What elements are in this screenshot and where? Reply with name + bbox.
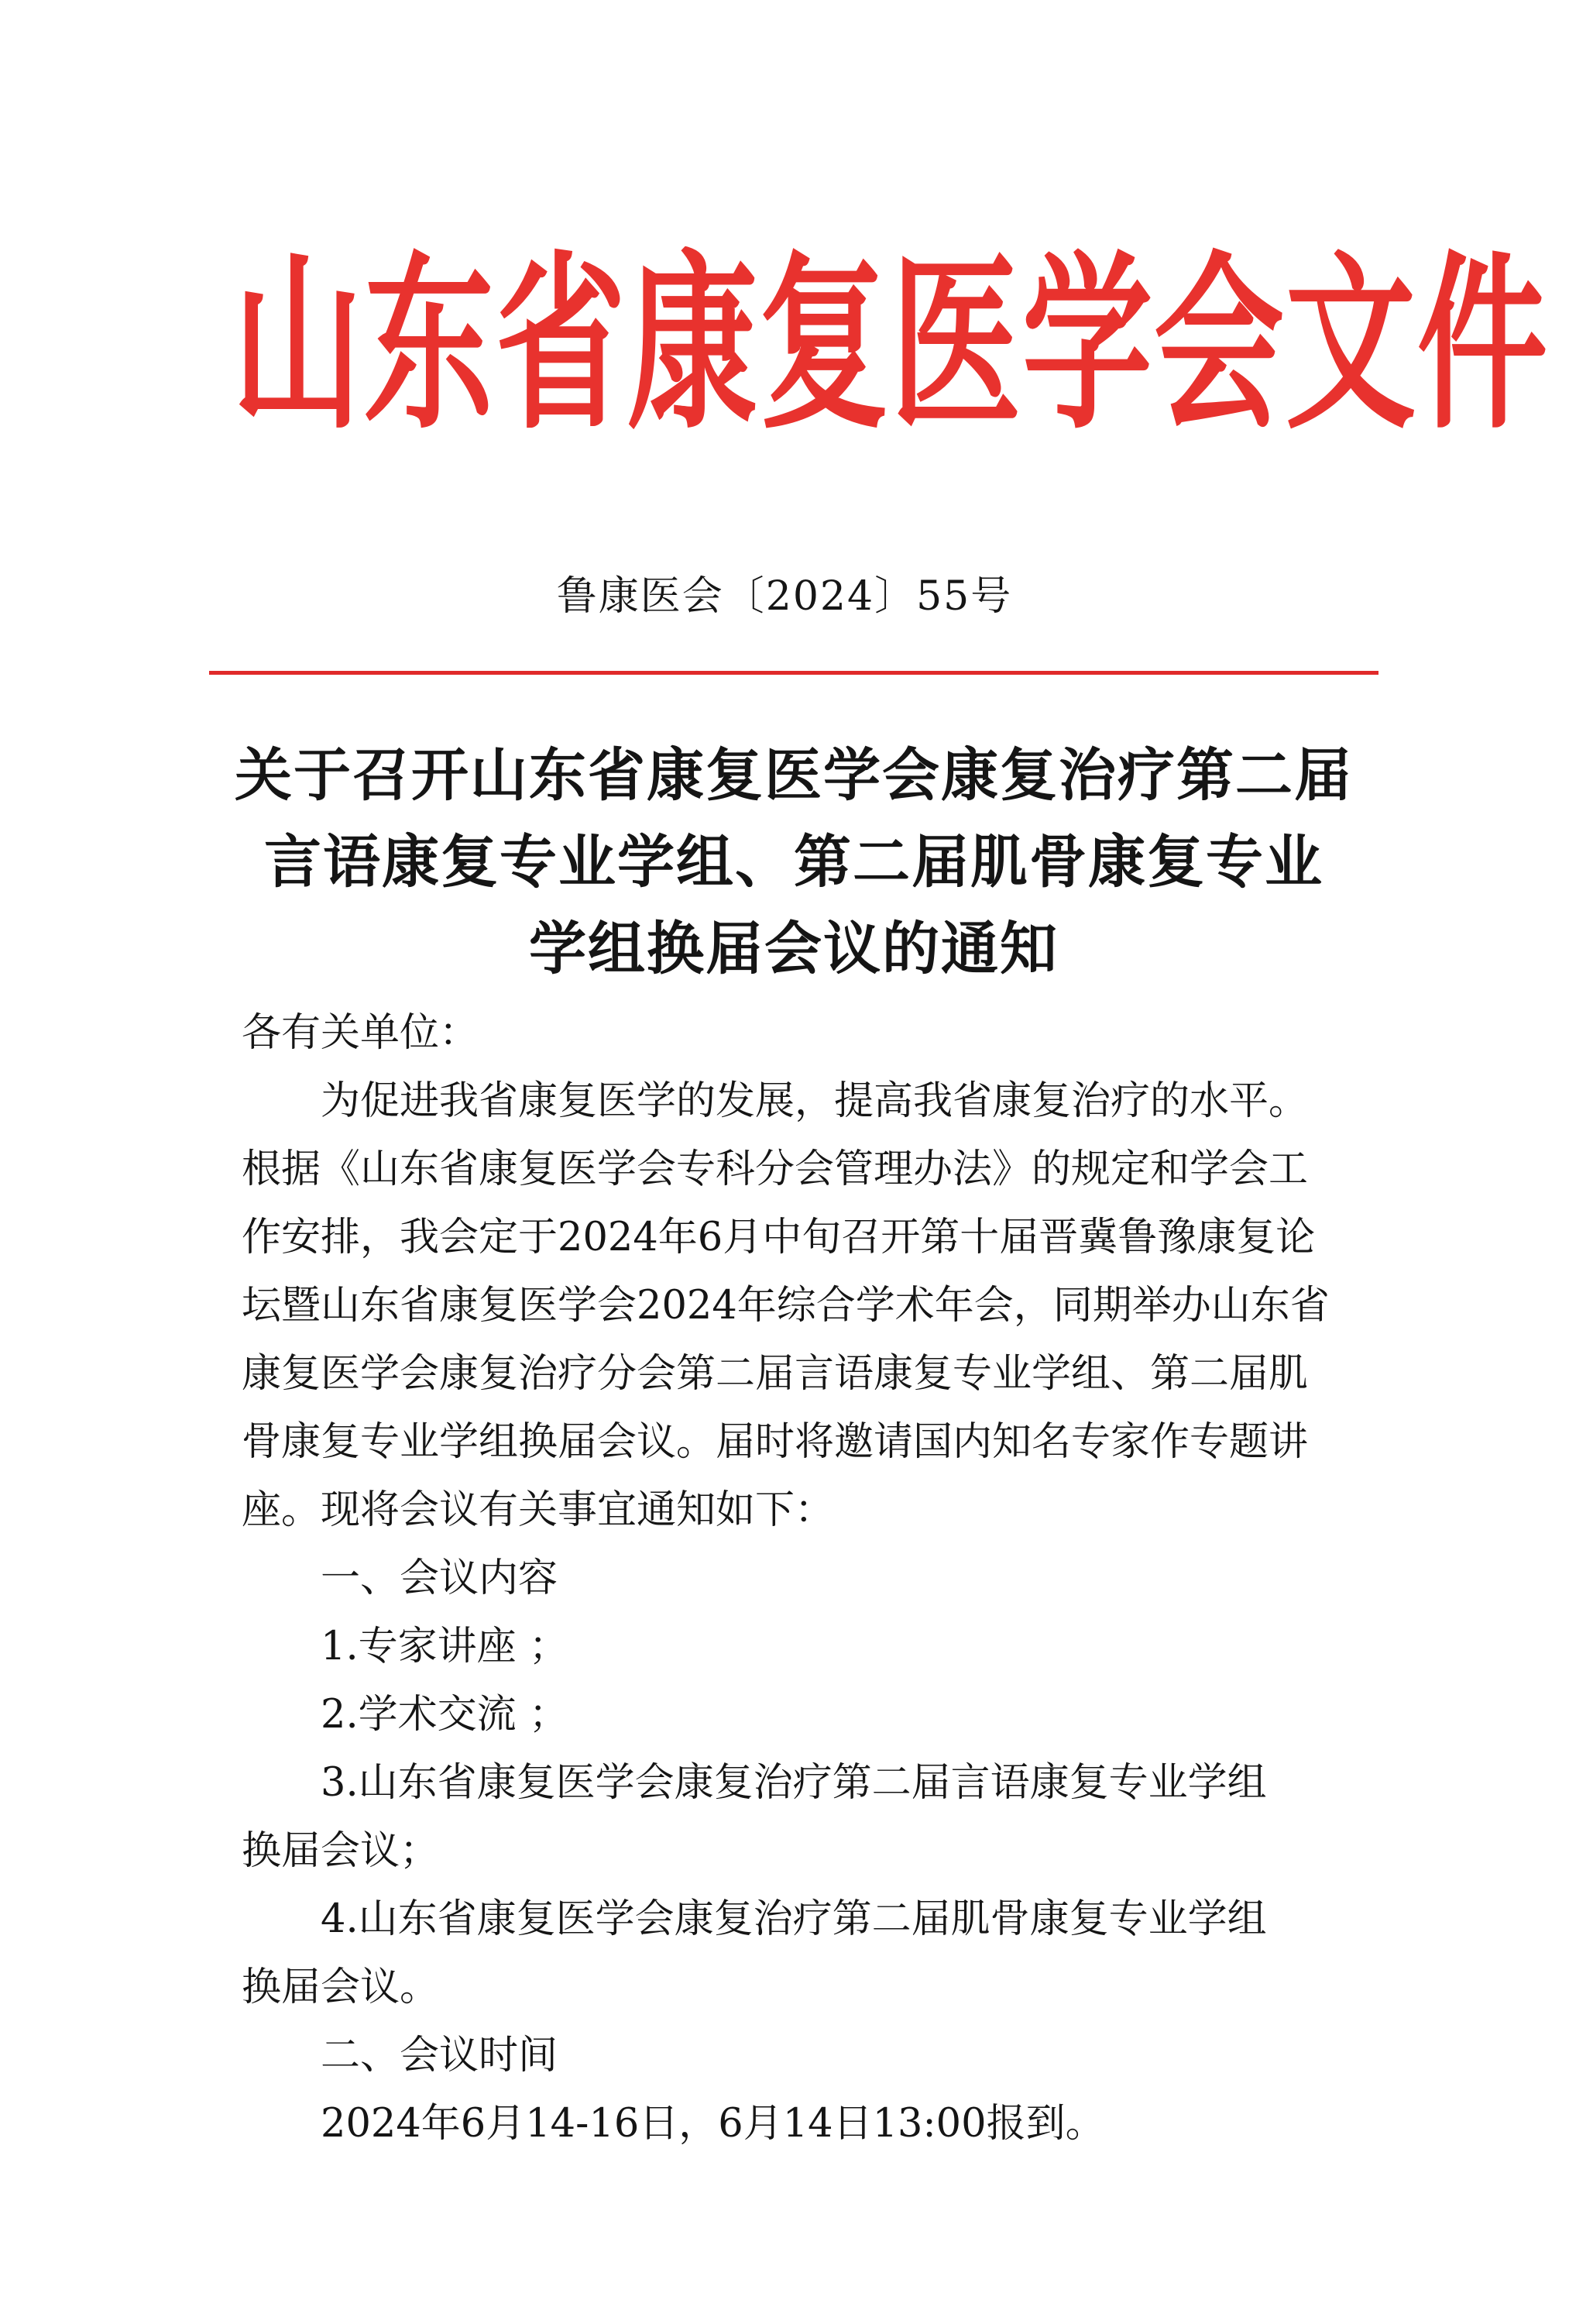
meeting-time-text: 2024年6月14-16日，6月14日13:00报到。 — [321, 2101, 1105, 2147]
notice-title-line: 关于召开山东省康复医学会康复治疗第二届 — [235, 742, 1353, 809]
notice-title-line: 言语康复专业学组、第二届肌骨康复专业 — [264, 829, 1324, 896]
paragraph-line: 为促进我省康复医学的发展，提高我省康复治疗的水平。 — [321, 1078, 1309, 1124]
list-item: 1.专家讲座 ； — [321, 1624, 568, 1669]
paragraph-line: 坛暨山东省康复医学会2024年综合学术年会，同期举办山东省 — [242, 1283, 1330, 1329]
section-heading-meeting-time: 二、会议时间 — [321, 2033, 558, 2078]
list-item-continuation: 换届会议； — [242, 1828, 440, 1874]
document-number: 鲁康医会〔2024〕55号 — [556, 573, 1013, 620]
list-item: 4.山东省康复医学会康复治疗第二届肌骨康复专业学组 — [321, 1896, 1267, 1942]
letter-body — [242, 999, 1403, 2158]
list-item: 3.山东省康复医学会康复治疗第二届言语康复专业学组 — [321, 1760, 1267, 1806]
list-item: 2.学术交流 ； — [321, 1692, 568, 1738]
paragraph-line: 座。现将会议有关事宜通知如下： — [242, 1487, 835, 1533]
masthead-title: 山东省康复医学会文件 — [232, 234, 1549, 456]
section-heading-meeting-content: 一、会议内容 — [321, 1556, 558, 1601]
salutation: 各有关单位： — [242, 1010, 479, 1056]
red-divider-line — [209, 671, 1378, 675]
notice-title — [186, 732, 1402, 992]
paragraph-line: 作安排，我会定于2024年6月中旬召开第十届晋冀鲁豫康复论 — [242, 1215, 1316, 1260]
paragraph-line: 康复医学会康复治疗分会第二届言语康复专业学组、第二届肌 — [242, 1351, 1309, 1397]
paragraph-line: 根据《山东省康复医学会专科分会管理办法》的规定和学会工 — [242, 1147, 1309, 1192]
notice-title-line: 学组换届会议的通知 — [529, 916, 1059, 982]
list-item-continuation: 换届会议。 — [242, 1965, 440, 2010]
paragraph-line: 骨康复专业学组换届会议。届时将邀请国内知名专家作专题讲 — [242, 1419, 1309, 1465]
